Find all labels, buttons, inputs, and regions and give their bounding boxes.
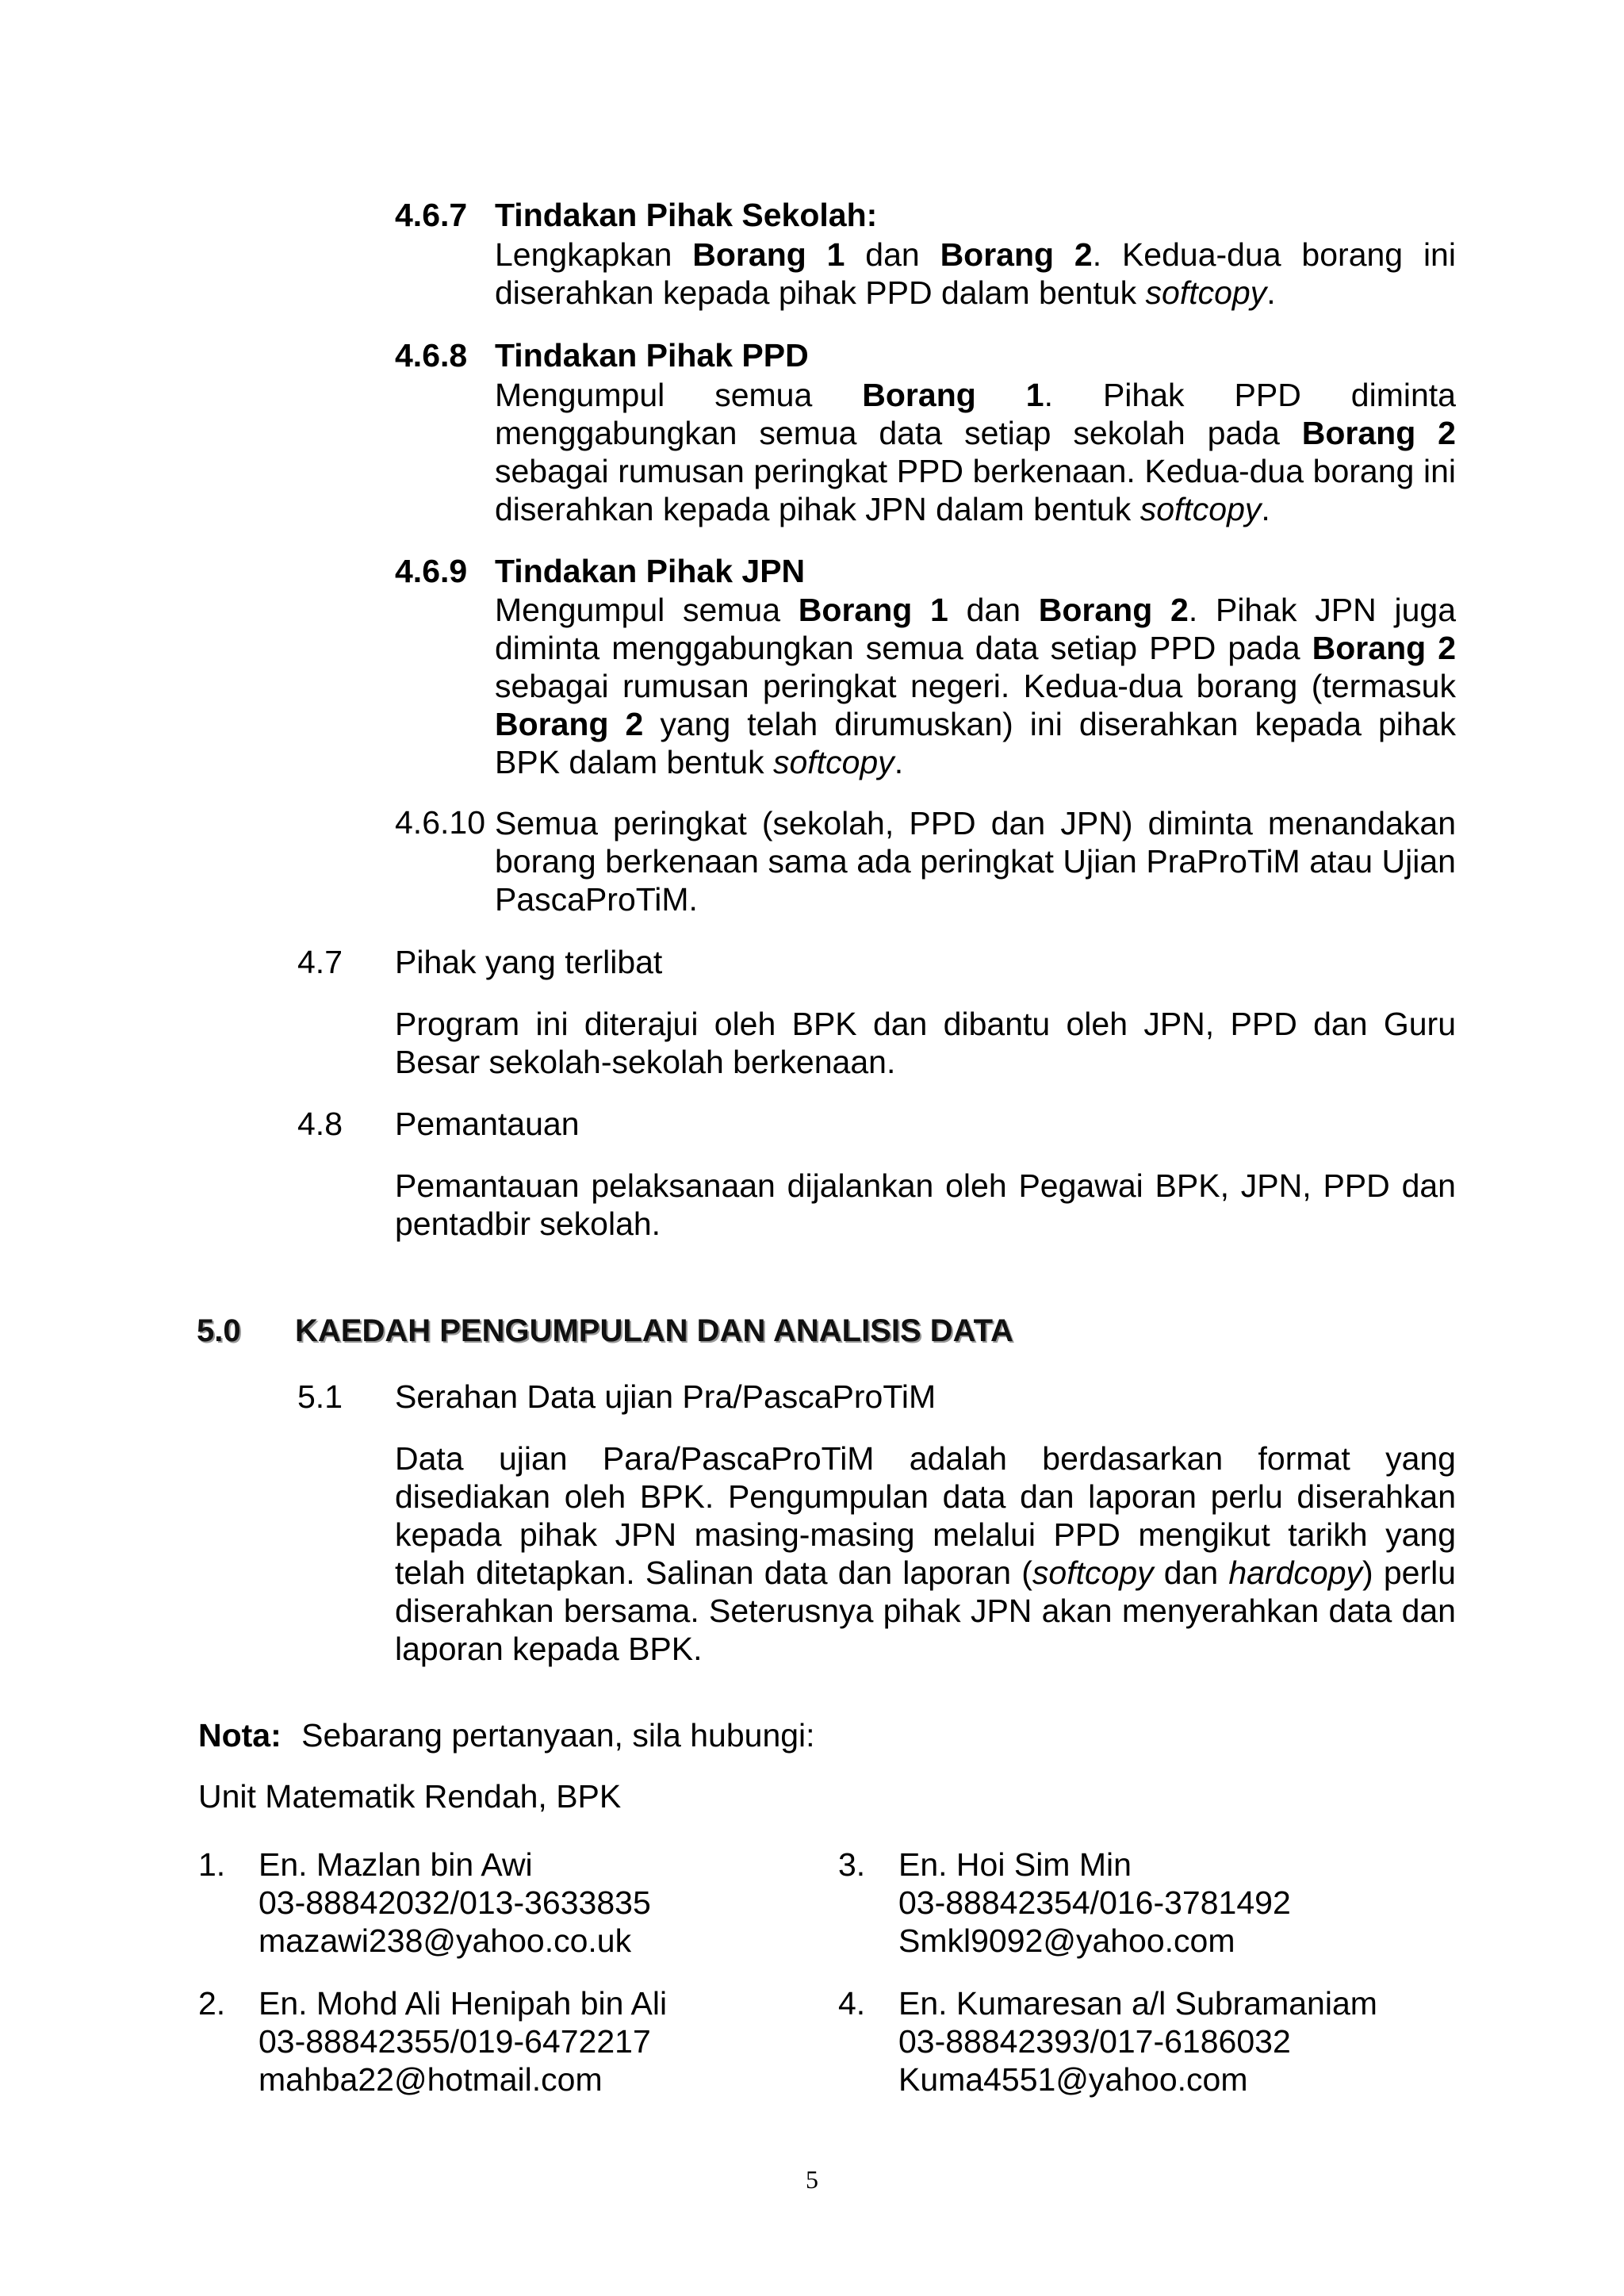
contact-name: En. Hoi Sim Min: [898, 1846, 1132, 1883]
contact-number: 3.: [838, 1846, 866, 1883]
unit-name: Unit Matematik Rendah, BPK: [198, 1778, 622, 1815]
contact-email[interactable]: Smkl9092@yahoo.com: [898, 1922, 1235, 1959]
contact-item: [198, 1846, 651, 1960]
section-body: Lengkapkan Borang 1 dan Borang 2. Kedua-dua borang ini diserahkan kepada pihak PPD dalam bentuk softcopy.: [495, 236, 1456, 311]
section-body: Semua peringkat (sekolah, PPD dan JPN) diminta menandakan borang berkenaan sama ada peringkat Ujian PraProTiM atau Ujian PascaProTiM.: [495, 805, 1456, 918]
section-number: 4.8: [297, 1106, 343, 1142]
contact-email[interactable]: mahba22@hotmail.com: [259, 2061, 603, 2098]
contact-item: [838, 1846, 1291, 1960]
contact-email[interactable]: mazawi238@yahoo.co.uk: [259, 1922, 632, 1959]
note-label: Nota:: [198, 1717, 282, 1754]
contact-phone: 03-88842393/017-6186032: [898, 2023, 1291, 2060]
section-heading: KAEDAH PENGUMPULAN DAN ANALISIS DATA: [295, 1313, 1013, 1348]
section-body: Pemantauan pelaksanaan dijalankan oleh Pegawai BPK, JPN, PPD dan pentadbir sekolah.: [395, 1167, 1456, 1242]
page-number: 5: [806, 2165, 818, 2194]
contact-name: En. Mazlan bin Awi: [259, 1846, 533, 1883]
contact-item: [838, 1984, 1377, 2099]
section-title: Pemantauan: [395, 1106, 580, 1142]
note-line: [198, 1717, 815, 1754]
contact-phone: 03-88842032/013-3633835: [259, 1884, 651, 1921]
contact-number: 4.: [838, 1985, 866, 2022]
contact-phone: 03-88842355/019-6472217: [259, 2023, 651, 2060]
section-title: Tindakan Pihak JPN: [495, 553, 806, 589]
section-body: Program ini diterajui oleh BPK dan dibantu oleh JPN, PPD dan Guru Besar sekolah-sekolah berkenaan.: [395, 1006, 1456, 1080]
contact-name: En. Mohd Ali Henipah bin Ali: [259, 1985, 668, 2022]
section-title: Tindakan Pihak Sekolah:: [495, 197, 878, 233]
section-number: 4.7: [297, 944, 343, 980]
section-body: Mengumpul semua Borang 1. Pihak PPD diminta menggabungkan semua data setiap sekolah pada Borang 2 sebagai rumusan peringkat PPD berkenaan. Kedua-dua borang ini diserahkan kepada pihak JPN dalam bentuk softcopy.: [495, 377, 1456, 527]
contact-number: 1.: [198, 1846, 226, 1883]
contact-name: En. Kumaresan a/l Subramaniam: [898, 1985, 1377, 2022]
section-title: Serahan Data ujian Pra/PascaProTiM: [395, 1378, 936, 1415]
contact-item: [198, 1984, 667, 2099]
section-number: 5.1: [297, 1378, 343, 1415]
contact-number: 2.: [198, 1985, 226, 2022]
section-number: 4.6.9: [395, 553, 468, 589]
contact-email[interactable]: Kuma4551@yahoo.com: [898, 2061, 1248, 2098]
section-number: 5.0: [197, 1313, 241, 1348]
section-title: Tindakan Pihak PPD: [495, 337, 809, 374]
section-number: 4.6.10: [395, 804, 485, 841]
section-title: Pihak yang terlibat: [395, 944, 663, 980]
section-body: Data ujian Para/PascaProTiM adalah berdasarkan format yang disediakan oleh BPK. Pengumpulan data dan laporan perlu diserahkan kepada pihak JPN masing-masing melalui PPD mengikut tarikh yang telah ditetapkan. Salinan data dan laporan (softcopy dan hardcopy) perlu diserahkan bersama. Seterusnya pihak JPN akan menyerahkan data dan laporan kepada BPK.: [395, 1440, 1456, 1667]
note-text: Sebarang pertanyaan, sila hubungi:: [301, 1717, 815, 1754]
contact-phone: 03-88842354/016-3781492: [898, 1884, 1291, 1921]
section-body: Mengumpul semua Borang 1 dan Borang 2. Pihak JPN juga diminta menggabungkan semua data setiap PPD pada Borang 2 sebagai rumusan peringkat negeri. Kedua-dua borang (termasuk Borang 2 yang telah dirumuskan) ini diserahkan kepada pihak BPK dalam bentuk softcopy.: [495, 592, 1456, 780]
section-number: 4.6.7: [395, 197, 468, 233]
section-number: 4.6.8: [395, 337, 468, 374]
